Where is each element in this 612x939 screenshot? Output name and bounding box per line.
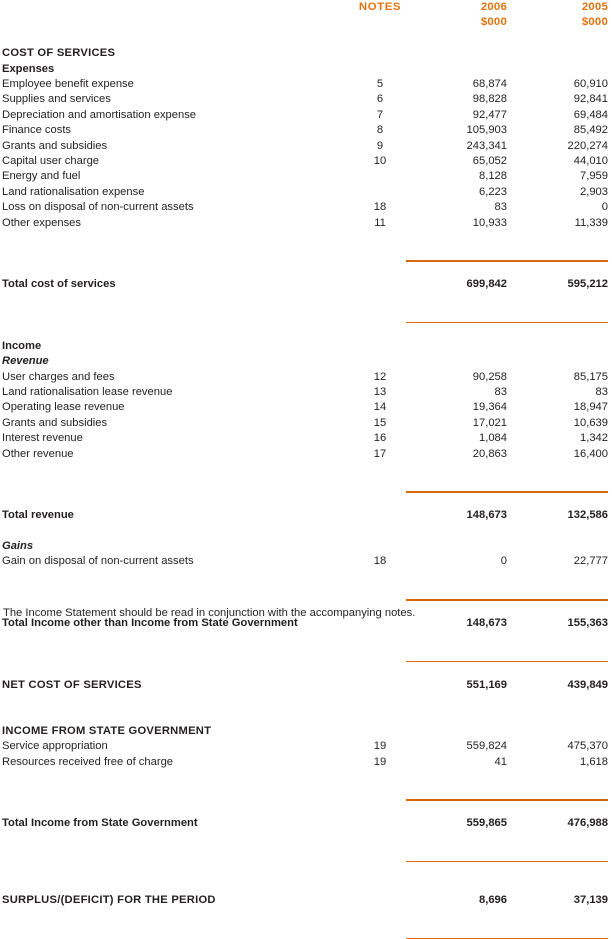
row-note: 16 (373, 432, 387, 445)
net-cost-value-2006: 551,169 (466, 678, 507, 691)
table-row (2, 108, 608, 123)
row-note: 12 (373, 370, 387, 383)
subhead-label: Expenses (2, 62, 55, 75)
total-label: Total Income from State Government (2, 817, 198, 830)
rule-below-total-state-government (2, 847, 608, 862)
spacer (2, 662, 608, 677)
row-label: Grants and subsidies (2, 139, 108, 152)
units-notes-blank (354, 15, 406, 30)
total-value-2006: 559,865 (466, 817, 507, 830)
row-note: 10 (373, 155, 387, 168)
row-note (354, 169, 406, 184)
row-value-2005: 10,639 (573, 416, 608, 429)
units-2006: $000 (480, 16, 507, 29)
row-label: Interest revenue (2, 432, 83, 445)
spacer (2, 801, 608, 816)
table-row (2, 77, 608, 92)
table-row (2, 123, 608, 138)
row-value-2006: 92,477 (472, 108, 507, 121)
rule-above-total-state-government (2, 785, 608, 800)
spacer (2, 31, 608, 46)
row-label: Land rationalisation expense (2, 185, 145, 198)
spacer (2, 323, 608, 338)
row-value-2005: 1,342 (580, 432, 608, 445)
row-value-2005: 22,777 (573, 555, 608, 568)
row-value-2006: 19,364 (472, 401, 507, 414)
row-value-2006: 20,863 (472, 447, 507, 460)
table-row (2, 139, 608, 154)
spacer (2, 878, 608, 893)
row-label: Operating lease revenue (2, 401, 125, 414)
row-value-2005: 2,903 (580, 185, 608, 198)
row-note: 13 (373, 386, 387, 399)
table-row (2, 554, 608, 569)
header-year-2006: 2006 (480, 1, 507, 13)
spacer (2, 693, 608, 708)
total-state-government-row (2, 816, 608, 831)
row-value-2005: 475,370 (567, 740, 608, 753)
row-value-2005: 92,841 (573, 93, 608, 106)
subhead-gains (2, 539, 608, 554)
row-value-2006: 90,258 (472, 370, 507, 383)
row-label: Energy and fuel (2, 170, 81, 183)
row-note: 6 (376, 93, 384, 106)
row-note: 18 (373, 555, 387, 568)
rule-above-total-cost (2, 246, 608, 261)
total-value-2005: 132,586 (567, 509, 608, 522)
table-row (2, 200, 608, 215)
table-row (2, 416, 608, 431)
spacer (2, 262, 608, 277)
total-label: Total revenue (2, 509, 74, 522)
row-note: 7 (376, 108, 384, 121)
spacer (2, 493, 608, 508)
total-value-2006: 699,842 (466, 278, 507, 291)
row-note: 14 (373, 401, 387, 414)
row-label: Land rationalisation lease revenue (2, 386, 173, 399)
row-value-2006: 83 (494, 201, 507, 214)
subhead-label: Revenue (2, 355, 49, 368)
row-value-2006: 105,903 (466, 124, 507, 137)
income-statement-table (2, 0, 608, 939)
row-label: User charges and fees (2, 370, 115, 383)
row-label: Service appropriation (2, 740, 108, 753)
table-row (2, 216, 608, 231)
row-note: 11 (374, 216, 386, 229)
row-label: Other revenue (2, 447, 74, 460)
row-value-2006: 98,828 (472, 93, 507, 106)
subhead-expenses (2, 62, 608, 77)
spacer (2, 832, 608, 847)
row-label: Capital user charge (2, 155, 100, 168)
table-row (2, 385, 608, 400)
spacer (2, 862, 608, 877)
row-note: 19 (373, 755, 387, 768)
net-cost-of-services-row (2, 678, 608, 693)
footnote-text: The Income Statement should be read in conjunction with the accompanying notes. (3, 607, 416, 619)
table-row (2, 431, 608, 446)
row-value-2006: 41 (494, 755, 507, 768)
row-note: 17 (373, 447, 387, 460)
row-value-2006: 8,128 (479, 170, 507, 183)
spacer (2, 631, 608, 646)
total-cost-of-services-row (2, 277, 608, 292)
table-row (2, 169, 608, 184)
total-value-2005: 155,363 (567, 617, 608, 630)
row-label: Grants and subsidies (2, 416, 108, 429)
total-revenue-row (2, 508, 608, 523)
section-title-state-government (2, 724, 608, 739)
row-value-2006: 1,084 (479, 432, 507, 445)
spacer (2, 770, 608, 785)
section-title-label: Income (2, 339, 42, 352)
row-value-2006: 68,874 (472, 78, 507, 91)
double-rule-below-surplus (2, 924, 608, 939)
spacer (2, 462, 608, 477)
row-value-2005: 85,492 (573, 124, 608, 137)
row-label: Finance costs (2, 124, 72, 137)
row-label: Depreciation and amortisation expense (2, 108, 197, 121)
row-value-2005: 44,010 (573, 155, 608, 168)
section-title-income (2, 339, 608, 354)
row-value-2006: 10,933 (472, 216, 507, 229)
row-value-2006: 65,052 (472, 155, 507, 168)
row-note: 19 (373, 740, 387, 753)
row-value-2006: 6,223 (479, 185, 507, 198)
row-value-2005: 11,339 (574, 216, 608, 229)
header-notes: NOTES (358, 1, 402, 13)
row-note: 18 (373, 201, 387, 214)
row-value-2005: 18,947 (573, 401, 608, 414)
row-note: 8 (376, 124, 384, 137)
rule-below-total-cost (2, 308, 608, 323)
row-label: Gain on disposal of non-current assets (2, 555, 194, 568)
section-title-label: COST OF SERVICES (2, 47, 116, 60)
total-label: Total cost of services (2, 278, 116, 291)
table-row (2, 92, 608, 107)
row-value-2006: 0 (500, 555, 507, 568)
row-note (354, 185, 406, 200)
table-units-row (2, 15, 608, 30)
surplus-value-2006: 8,696 (479, 894, 507, 907)
section-title-cost-of-services (2, 46, 608, 61)
units-2005: $000 (581, 16, 608, 29)
row-label: Supplies and services (2, 93, 111, 106)
row-value-2006: 83 (494, 386, 507, 399)
row-value-2005: 0 (601, 201, 608, 214)
row-value-2005: 16,400 (573, 447, 608, 460)
row-value-2005: 60,910 (573, 78, 608, 91)
spacer (2, 909, 608, 924)
row-value-2006: 243,341 (466, 139, 507, 152)
section-title-label: INCOME FROM STATE GOVERNMENT (2, 724, 212, 737)
table-row (2, 370, 608, 385)
row-value-2005: 7,959 (580, 170, 608, 183)
table-header-row (2, 0, 608, 15)
units-blank (2, 15, 354, 30)
row-label: Other expenses (2, 216, 81, 229)
header-blank (2, 0, 354, 15)
row-value-2005: 69,484 (573, 108, 608, 121)
spacer (2, 708, 608, 723)
row-note: 9 (376, 139, 384, 152)
spacer (2, 231, 608, 246)
spacer (2, 570, 608, 585)
row-value-2005: 220,274 (567, 139, 608, 152)
table-row (2, 185, 608, 200)
row-note: 5 (376, 78, 384, 91)
table-row (2, 755, 608, 770)
row-value-2005: 85,175 (573, 370, 608, 383)
spacer (2, 524, 608, 539)
total-value-2005: 595,212 (567, 278, 608, 291)
row-value-2005: 1,618 (580, 755, 608, 768)
row-value-2006: 559,824 (466, 740, 507, 753)
surplus-label: SURPLUS/(DEFICIT) FOR THE PERIOD (2, 894, 216, 907)
subhead-revenue (2, 354, 608, 369)
rule-above-total-income-other (2, 585, 608, 600)
row-value-2005: 83 (595, 386, 608, 399)
row-label: Loss on disposal of non-current assets (2, 201, 194, 214)
row-note: 15 (373, 416, 387, 429)
spacer (2, 293, 608, 308)
total-value-2005: 476,988 (567, 817, 608, 830)
total-value-2006: 148,673 (466, 509, 507, 522)
table-row (2, 739, 608, 754)
surplus-deficit-row (2, 893, 608, 908)
table-row (2, 400, 608, 415)
net-cost-label: NET COST OF SERVICES (2, 678, 142, 691)
total-value-2006: 148,673 (466, 617, 507, 630)
subhead-label: Gains (2, 540, 34, 553)
header-year-2005: 2005 (581, 1, 608, 13)
row-value-2006: 17,021 (472, 416, 507, 429)
table-row (2, 447, 608, 462)
rule-below-total-income-other (2, 647, 608, 662)
row-label: Employee benefit expense (2, 78, 134, 91)
row-label: Resources received free of charge (2, 755, 174, 768)
table-row (2, 154, 608, 169)
total-label: Total Income other than Income from State Government (2, 617, 298, 630)
rule-above-total-revenue (2, 477, 608, 492)
net-cost-value-2005: 439,849 (567, 678, 608, 691)
surplus-value-2005: 37,139 (573, 894, 608, 907)
